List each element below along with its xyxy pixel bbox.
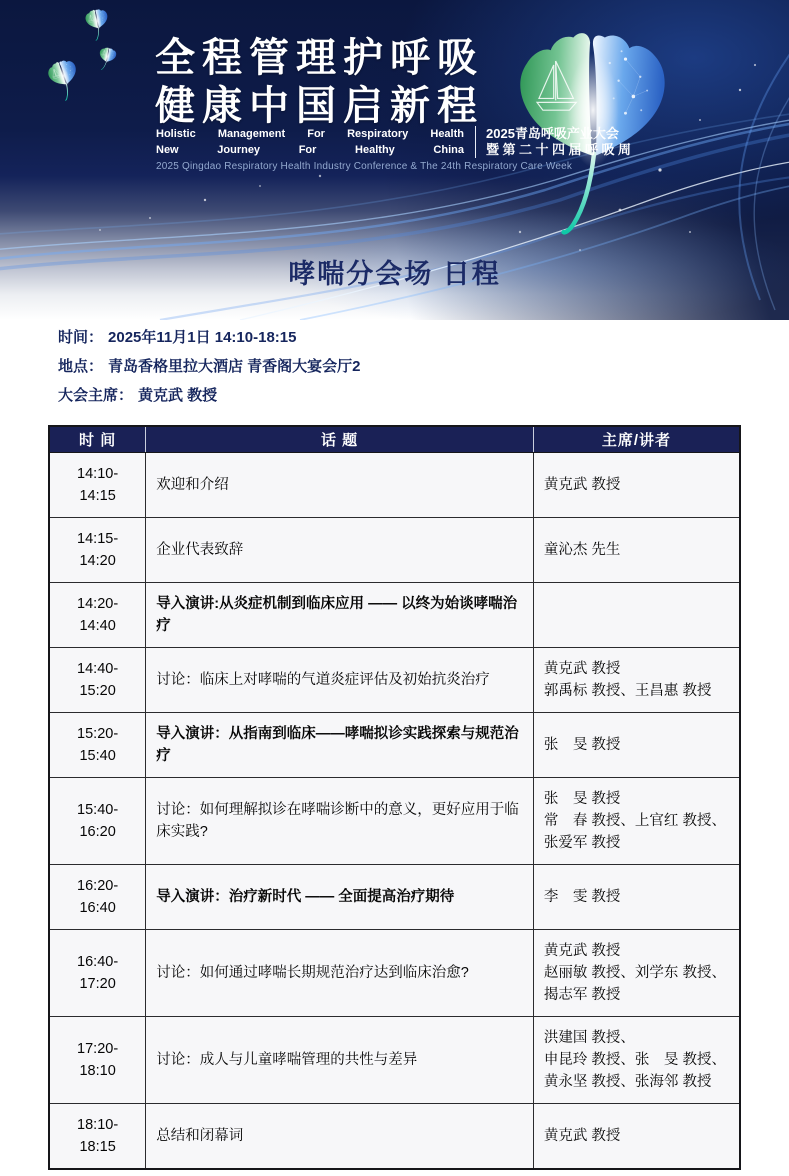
ginkgo-leaf-graphic [478,0,714,246]
agenda-row [49,1017,740,1104]
meta-time-label: 时间： [58,329,104,346]
banner-subtitle-en-line1: Holistic Management For Respiratory Health [156,128,464,140]
agenda-row [49,930,740,1017]
meta-time [58,328,789,347]
speaker-line: 童沁杰 先生 [543,542,621,558]
page-title: 哮喘分会场 日程 [288,259,501,289]
agenda-row [49,648,740,713]
banner-event-line2: 暨第二十四届呼吸周 [486,142,635,157]
time-cell: 16:20-16:40 [49,865,146,930]
agenda-row [49,778,740,865]
topic-cell: 总结和闭幕词 [146,1104,534,1170]
ginkgo-leaf-small-icon [77,1,119,45]
meta-chair-value: 黄克武 教授 [138,387,218,404]
banner-event-name [475,126,635,158]
speaker-line: 李 雯 教授 [543,889,621,905]
speakers-cell [533,865,740,930]
banner [0,0,789,320]
speaker-line: 申昆玲 教授、张 旻 教授、 [543,1052,726,1068]
time-cell: 17:20-18:10 [49,1017,146,1104]
speaker-line: 黄克武 教授 [543,943,621,959]
speaker-line: 赵丽敏 教授、刘学东 教授、 [543,965,726,981]
topic-cell: 导入演讲：治疗新时代 —— 全面提高治疗期待 [146,865,534,930]
time-cell: 14:20-14:40 [49,583,146,648]
header-topic: 话 题 [146,426,534,453]
meta-chair-label: 大会主席： [58,387,134,404]
speakers-cell [533,583,740,648]
speakers-cell [533,713,740,778]
agenda-row [49,713,740,778]
time-cell: 16:40-17:20 [49,930,146,1017]
speaker-line: 洪建国 教授、 [543,1030,635,1046]
speaker-line: 黄克武 教授 [543,1128,621,1144]
time-cell: 14:15-14:20 [49,518,146,583]
speaker-line: 黄克武 教授 [543,661,621,677]
speakers-cell [533,453,740,518]
time-cell: 15:40-16:20 [49,778,146,865]
meta-venue-value: 青岛香格里拉大酒店 青香阁大宴会厅2 [108,358,361,375]
agenda-row [49,865,740,930]
agenda-header-row [49,426,740,453]
time-cell: 14:10-14:15 [49,453,146,518]
speakers-cell [533,518,740,583]
speaker-line: 黄永坚 教授、张海邻 教授 [543,1074,712,1090]
time-cell: 15:20-15:40 [49,713,146,778]
topic-cell: 欢迎和介绍 [146,453,534,518]
time-cell: 14:40-15:20 [49,648,146,713]
speaker-line: 揭志军 教授 [543,987,621,1003]
banner-title [155,34,484,130]
time-cell: 18:10-18:15 [49,1104,146,1170]
speakers-cell [533,1017,740,1104]
speakers-cell [533,778,740,865]
topic-cell: 讨论：成人与儿童哮喘管理的共性与差异 [146,1017,534,1104]
agenda-table [48,425,741,1170]
topic-cell: 讨论：临床上对哮喘的气道炎症评估及初始抗炎治疗 [146,648,534,713]
banner-subtitle-en [156,126,464,158]
agenda-row [49,583,740,648]
banner-subtitle-row [156,126,635,158]
meta-venue [58,357,789,376]
topic-cell: 导入演讲:从炎症机制到临床应用 —— 以终为始谈哮喘治疗 [146,583,534,648]
speaker-line: 黄克武 教授 [543,477,621,493]
agenda-row [49,1104,740,1170]
speakers-cell [533,648,740,713]
banner-title-line1: 全程管理护呼吸 [155,36,484,80]
speakers-cell [533,930,740,1017]
topic-cell: 讨论：如何通过哮喘长期规范治疗达到临床治愈? [146,930,534,1017]
speaker-line: 张 旻 教授 [543,737,621,753]
topic-cell: 讨论：如何理解拟诊在哮喘诊断中的意义，更好应用于临床实践? [146,778,534,865]
banner-subtitle-en-line2: New Journey For Healthy China [156,144,464,156]
meta-time-value: 2025年11月1日 14:10-18:15 [108,329,297,346]
topic-cell: 导入演讲：从指南到临床——哮喘拟诊实践探索与规范治疗 [146,713,534,778]
speaker-line: 张爱军 教授 [543,835,621,851]
speakers-cell [533,1104,740,1170]
speaker-line: 张 旻 教授 [543,791,621,807]
header-time: 时 间 [49,426,146,453]
ginkgo-leaf-small-icon [91,41,123,74]
banner-title-line2: 健康中国启新程 [155,84,484,128]
topic-cell: 企业代表致辞 [146,518,534,583]
agenda-row [49,518,740,583]
speaker-line: 郭禹标 教授、王昌惠 教授 [543,683,712,699]
meta-chair [58,386,789,405]
meta-venue-label: 地点： [58,358,104,375]
agenda-row [49,453,740,518]
banner-event-line1: 2025青岛呼吸产业大会 [486,126,619,141]
speaker-line: 常 春 教授、上官红 教授、 [543,813,726,829]
banner-event-en: 2025 Qingdao Respiratory Health Industry Conference & The 24th Respiratory Care Week [156,161,573,172]
header-speakers: 主席/讲者 [533,426,740,453]
meta-info [0,320,789,425]
